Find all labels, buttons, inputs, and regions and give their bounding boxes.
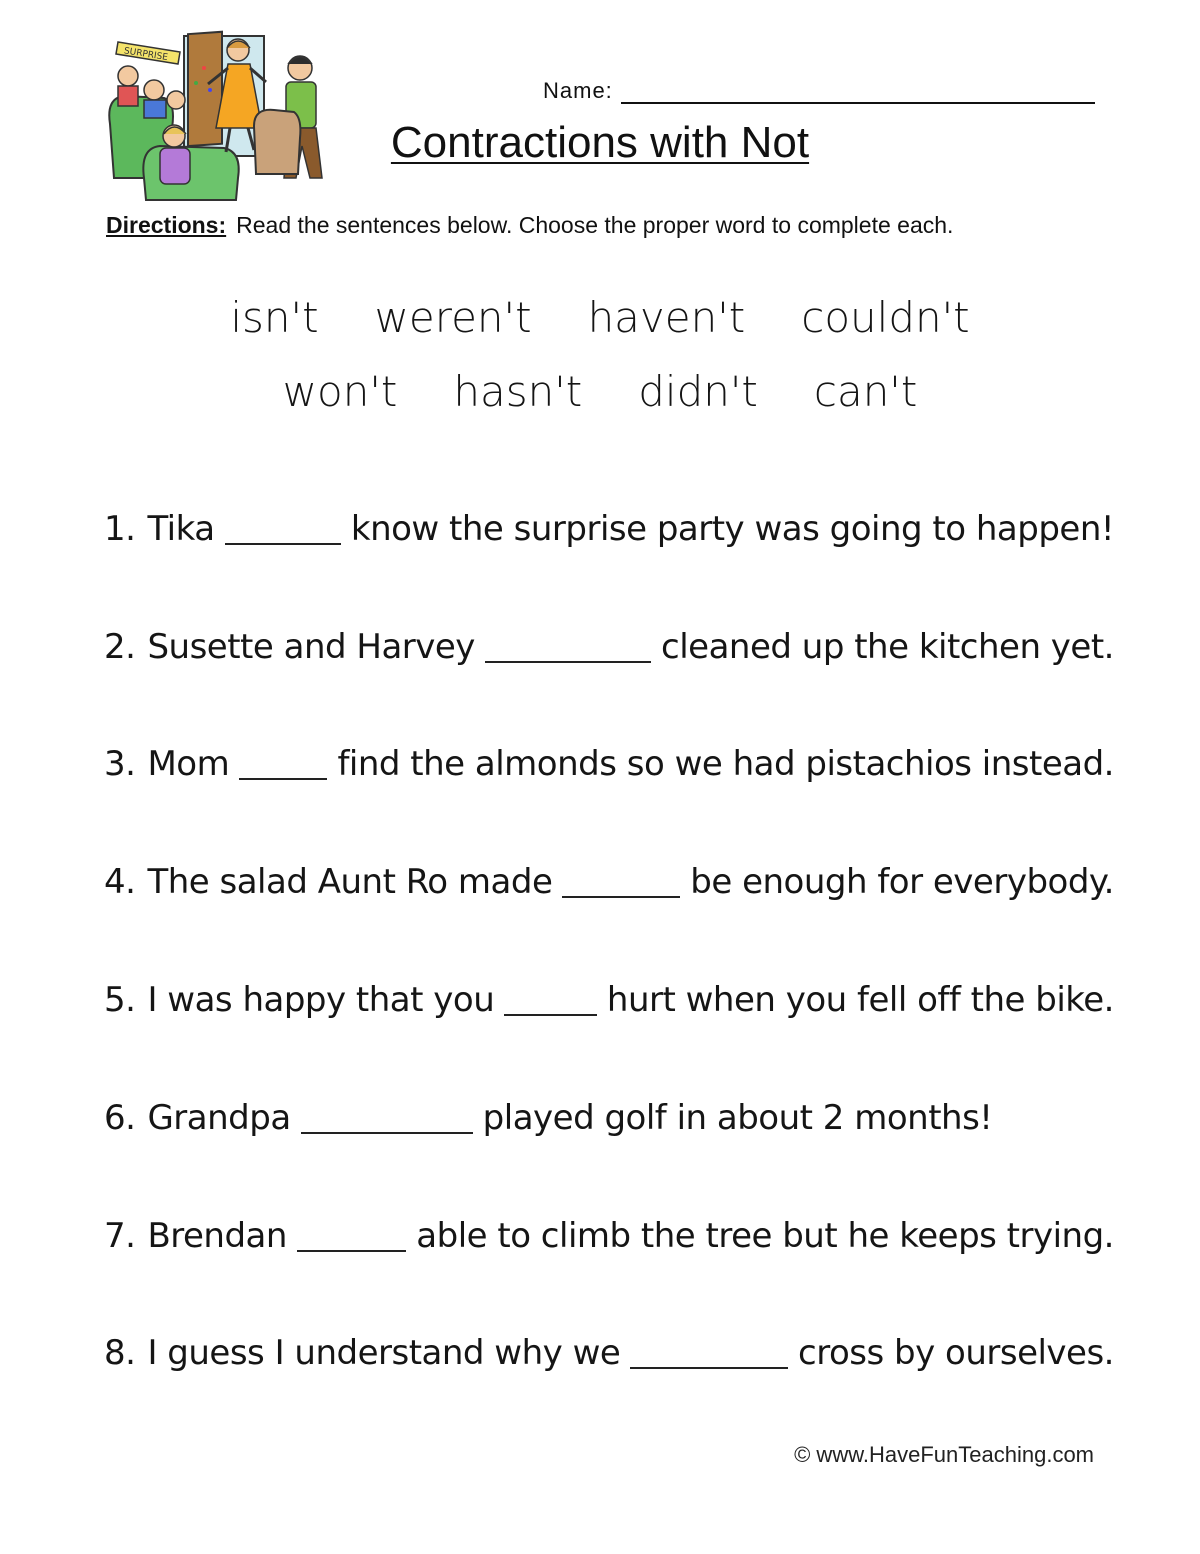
question-item (104, 1295, 1114, 1413)
word-bank-word: weren't (374, 292, 532, 342)
word-bank-word: didn't (638, 366, 758, 416)
worksheet-title-wrap (0, 118, 1200, 168)
question-text-after: find the almonds so we had pistachios instead. (337, 744, 1114, 785)
answer-blank[interactable] (297, 1224, 406, 1252)
question-text-before: I guess I understand why we (147, 1333, 621, 1374)
question-text-before: The salad Aunt Ro made (147, 862, 553, 903)
question-item (104, 823, 1114, 941)
name-field[interactable] (543, 70, 1095, 104)
directions-label: Directions: (106, 212, 227, 238)
answer-blank[interactable] (239, 752, 327, 780)
question-number: 4. (104, 862, 136, 903)
question-text-before: Mom (147, 744, 230, 785)
name-blank-line[interactable] (621, 78, 1095, 104)
answer-blank[interactable] (562, 870, 680, 898)
word-bank-word: won't (282, 366, 398, 416)
directions (106, 210, 953, 240)
answer-blank[interactable] (630, 1341, 788, 1369)
svg-text:SURPRISE: SURPRISE (123, 46, 169, 64)
word-bank-word: haven't (587, 292, 746, 342)
answer-blank[interactable] (504, 988, 597, 1016)
question-text-before: Brendan (147, 1215, 287, 1256)
surprise-banner (116, 42, 180, 64)
question-list (104, 470, 1114, 1412)
question-number: 5. (104, 980, 136, 1021)
question-number: 3. (104, 744, 136, 785)
word-bank-row-2 (0, 354, 1200, 428)
word-bank-word: couldn't (801, 292, 970, 342)
question-text-after: be enough for everybody. (690, 862, 1114, 903)
question-number: 6. (104, 1097, 136, 1138)
word-bank (0, 280, 1200, 428)
question-text-after: able to climb the tree but he keeps trying. (416, 1215, 1114, 1256)
answer-blank[interactable] (225, 517, 341, 545)
question-text-before: Susette and Harvey (147, 626, 475, 667)
answer-blank[interactable] (301, 1106, 473, 1134)
question-item (104, 706, 1114, 824)
name-label: Name: (543, 78, 613, 103)
question-item (104, 588, 1114, 706)
question-number: 7. (104, 1215, 136, 1256)
answer-blank[interactable] (485, 635, 651, 663)
question-text-after: cleaned up the kitchen yet. (661, 626, 1114, 667)
question-number: 8. (104, 1333, 136, 1374)
question-text-after: played golf in about 2 months! (482, 1097, 993, 1138)
question-item (104, 941, 1114, 1059)
worksheet-title: Contractions with Not (390, 118, 810, 167)
copyright-footer: © www.HaveFunTeaching.com (794, 1442, 1094, 1467)
question-number: 2. (104, 626, 136, 667)
word-bank-row-1 (0, 280, 1200, 354)
word-bank-word: hasn't (453, 366, 583, 416)
question-text-after: know the surprise party was going to happen! (350, 508, 1114, 549)
question-text-before: Grandpa (147, 1097, 291, 1138)
word-bank-word: can't (813, 366, 918, 416)
question-item (104, 1059, 1114, 1177)
word-bank-word: isn't (230, 292, 319, 342)
question-number: 1. (104, 508, 136, 549)
question-text-before: I was happy that you (147, 980, 495, 1021)
question-text-after: cross by ourselves. (798, 1333, 1114, 1374)
question-text-after: hurt when you fell off the bike. (606, 980, 1114, 1021)
surprise-party-illustration (104, 28, 340, 206)
question-item (104, 470, 1114, 588)
question-item (104, 1177, 1114, 1295)
directions-text: Read the sentences below. Choose the proper word to complete each. (236, 212, 954, 238)
question-text-before: Tika (147, 508, 215, 549)
